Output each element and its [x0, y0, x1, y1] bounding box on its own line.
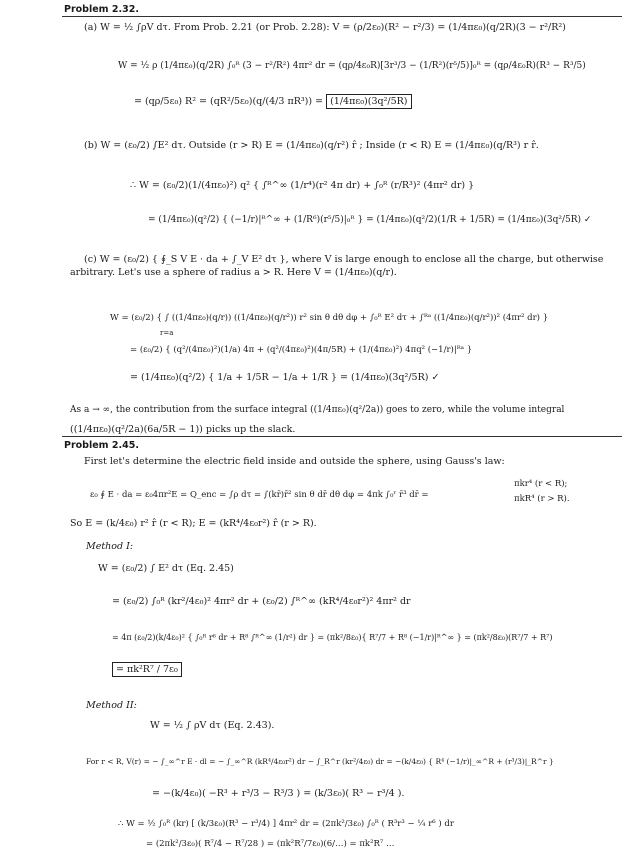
- part-c-conclusion-1: As a → ∞, the contribution from the surface integral ((1/4πε₀)(q²/2a)) goes to zero, while the volume integral: [70, 405, 565, 415]
- gauss-law-equation: ε₀ ∮ E · da = ε₀4πr²E = Q_enc = ∫ρ dτ = ∫(kr̄)r̄² sin θ dr̄ dθ dφ = 4πk ∫₀ʳ r̄³ dr̄ =: [90, 490, 429, 500]
- part-b-intro: (b) W = (ε₀/2) ∫E² dτ. Outside (r > R) E = (1/4πε₀)(q/r²) r̂ ; Inside (r < R) E = (1/4πε₀)(q/R³) r r̂.: [84, 140, 539, 151]
- part-c-equation-2: = (ε₀/2) { (q²/(4πε₀)²)(1/a) 4π + (q²/(4πε₀)²)(4π/5R) + (1/(4πε₀)²) 4πq² (−1/r)|ᴿᵃ }: [130, 345, 473, 355]
- part-c-equation-3: = (1/4πε₀)(q²/2) { 1/a + 1/5R − 1/a + 1/R } = (1/4πε₀)(3q²/5R) ✓: [130, 372, 440, 383]
- part-a-intro: (a) W = ½ ∫ρV dτ. From Prob. 2.21 (or Prob. 2.28): V = (ρ/2ε₀)(R² − r²/3) = (1/4πε₀)(q/2R)(3 − r²/R²): [84, 22, 566, 33]
- part-b-equation-1: ∴ W = (ε₀/2)(1/(4πε₀)²) q² { ∫ᴿ^∞ (1/r⁴)(r² 4π dr) + ∫₀ᴿ (r/R³)² (4πr² dr) }: [130, 180, 475, 191]
- divider: [62, 436, 622, 437]
- method-1-equation-3: = 4π (ε₀/2)(k/4ε₀)² { ∫₀ᴿ r⁶ dr + R⁸ ∫ᴿ^∞ (1/r²) dr } = (πk²/8ε₀){ R⁷/7 + R⁸ (−1/r)|ᴿ^∞ } = (πk²/8ε₀)(R⁷/7 + R⁷): [112, 633, 553, 642]
- method-2-equation-5: = (2πk²/3ε₀)( R⁷/4 − R⁷/28 ) = (πk²R⁷/7ε₀)(6/…) = πk²R⁷ …: [146, 839, 395, 849]
- method-1-result: [112, 664, 182, 676]
- part-b-equation-2: = (1/4πε₀)(q²/2) { (−1/r)|ᴿ^∞ + (1/R⁶)(r⁵/5)|₀ᴿ } = (1/4πε₀)(q²/2)(1/R + 1/5R) = (1/4πε₀)(3q²/5R) ✓: [148, 215, 592, 225]
- method-2-equation-4: ∴ W = ½ ∫₀ᴿ (kr) [ (k/3ε₀)(R³ − r³/4) ] 4πr² dr = (2πk²/3ε₀) ∫₀ᴿ ( R³r³ − ¼ r⁶ ) dr: [118, 819, 454, 829]
- p245-intro: First let's determine the electric field inside and outside the sphere, using Gauss's law:: [84, 456, 505, 467]
- divider: [62, 16, 622, 17]
- method-1-result-box: = πk²R⁷ / 7ε₀: [112, 662, 182, 677]
- part-a-equation-2: = (qρ/5ε₀) R² = (qR²/5ε₀)(q/(4/3 πR³)) = (1/4πε₀)(3q²/5R): [134, 96, 412, 108]
- problem-2-45-title: Problem 2.45.: [64, 440, 139, 451]
- part-c-conclusion-2: ((1/4πε₀)(q²/2a)(6a/5R − 1)) picks up the slack.: [70, 424, 296, 435]
- part-a-result-box: (1/4πε₀)(3q²/5R): [326, 94, 411, 109]
- method-1-title: Method I:: [86, 541, 134, 552]
- method-1-equation-1: W = (ε₀/2) ∫ E² dτ (Eq. 2.45): [98, 563, 234, 574]
- part-c-equation-1: W = (ε₀/2) { ∫ ((1/4πε₀)(q/r)) ((1/4πε₀)(q/r²)) r² sin θ dθ dφ + ∫₀ᴿ E² dτ + ∫ᴿᵃ ((1/4πε₀)(q/r²))² (4πr² dr) }: [110, 313, 549, 323]
- method-1-equation-2: = (ε₀/2) ∫₀ᴿ (kr²/4ε₀)² 4πr² dr + (ε₀/2) ∫ᴿ^∞ (kR⁴/4ε₀r²)² 4πr² dr: [112, 596, 411, 607]
- part-a-equation-1: W = ½ ρ (1/4πε₀)(q/2R) ∫₀ᴿ (3 − r²/R²) 4πr² dr = (qρ/4ε₀R)[3r³/3 − (1/R²)(r⁵/5)]₀ᴿ = (qρ/4ε₀R)(R³ − R³/5): [118, 61, 586, 71]
- method-2-equation-2: For r < R, V(r) = − ∫_∞^r E · dl = − ∫_∞^R (kR⁴/4ε₀r²) dr − ∫_R^r (kr²/4ε₀) dr = −(k/4ε₀) { R⁴ (−1/r)|_∞^R + (r³/3)|_R^r }: [86, 757, 554, 766]
- gauss-case-outside: πkR⁴ (r > R).: [514, 494, 570, 504]
- part-c-intro-2: arbitrary. Let's use a sphere of radius a > R. Here V = (1/4πε₀)(q/r).: [70, 267, 397, 278]
- problem-2-32-title: Problem 2.32.: [64, 4, 139, 15]
- gauss-case-inside: πkr⁴ (r < R);: [514, 479, 568, 489]
- method-2-equation-3: = −(k/4ε₀)( −R³ + r³/3 − R³/3 ) = (k/3ε₀)( R³ − r³/4 ).: [152, 788, 405, 799]
- part-c-equation-1-sub: r=a: [160, 329, 174, 337]
- part-c-intro-1: (c) W = (ε₀/2) { ∮_S V E · da + ∫_V E² dτ }, where V is large enough to enclose all the charge, but otherwise: [84, 254, 604, 265]
- field-result: So E = (k/4ε₀) r² r̂ (r < R); E = (kR⁴/4ε₀r²) r̂ (r > R).: [70, 518, 317, 529]
- method-2-title: Method II:: [86, 700, 137, 711]
- method-2-equation-1: W = ½ ∫ ρV dτ (Eq. 2.43).: [150, 720, 275, 731]
